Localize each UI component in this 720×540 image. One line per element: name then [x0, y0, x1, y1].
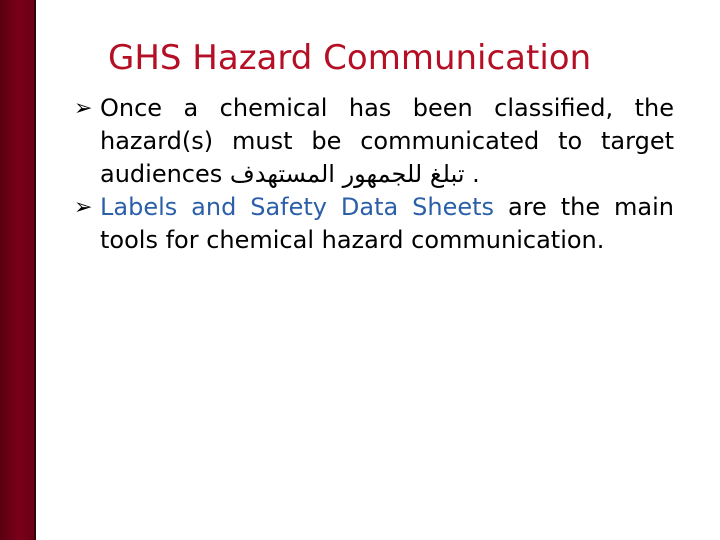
bullet-list: [74, 92, 674, 257]
bullet-arrow-icon: ➢: [74, 195, 93, 220]
slide-title: GHS Hazard Communication: [108, 38, 592, 78]
bullet-item-2: [74, 191, 674, 257]
left-sidebar-edge: [34, 0, 36, 540]
bullet-1-arabic-text: تبلغ للجمهور المستهدف: [229, 160, 465, 188]
left-sidebar-bar: [0, 0, 34, 540]
bullet-2-highlight: Labels and Safety Data Sheets: [100, 193, 495, 221]
bullet-1-period: .: [464, 160, 480, 188]
bullet-arrow-icon: ➢: [74, 96, 93, 121]
bullet-2-text: are the main tools for chemical hazard communication.: [100, 193, 674, 254]
bullet-item-1: [74, 92, 674, 191]
bullet-1-text: Once a chemical has been classified, the hazard(s) must be communicated to target audiences: [100, 94, 674, 188]
